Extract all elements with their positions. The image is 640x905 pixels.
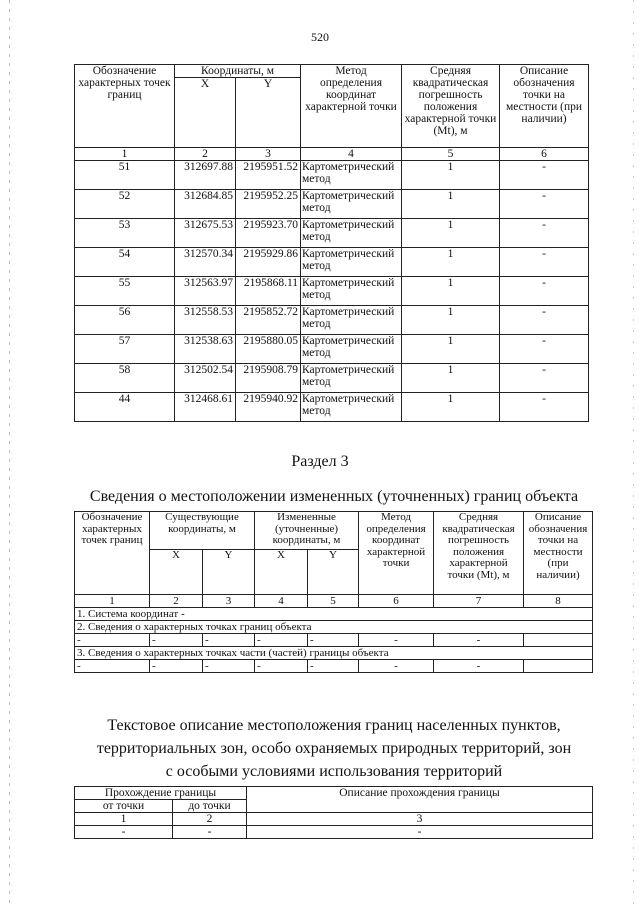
column-number: 6	[500, 148, 589, 161]
table-row	[75, 219, 589, 248]
page-number: 520	[311, 30, 329, 44]
error: 1	[402, 248, 500, 277]
description: -	[500, 364, 589, 393]
point-id: 58	[75, 364, 175, 393]
error: 1	[402, 364, 500, 393]
error: 1	[402, 277, 500, 306]
boundary-points-row: 2. Сведения о характерных точках границ объекта	[75, 621, 593, 634]
table-row	[75, 248, 589, 277]
part-boundary-points-row: 3. Сведения о характерных точках части (частей) границы объекта	[75, 647, 593, 660]
column-number: 6	[359, 595, 434, 608]
column-number: 1	[75, 148, 175, 161]
point-id: 57	[75, 335, 175, 364]
coord-x: 312684.85	[175, 190, 236, 219]
method: Картометрический метод	[301, 161, 402, 190]
dash-cell: -	[150, 660, 203, 673]
coord-x: 312468.61	[175, 393, 236, 422]
dash-cell: -	[308, 660, 359, 673]
column-number: 5	[308, 595, 359, 608]
description-title-line: Текстовое описание местоположения границ населенных пунктов,	[107, 717, 561, 734]
column-number: 5	[402, 148, 500, 161]
coord-y: 2195951.52	[236, 161, 301, 190]
coord-x: 312697.88	[175, 161, 236, 190]
coord-y: 2195940.92	[236, 393, 301, 422]
section-subtitle: Сведения о местоположении измененных (уточненных) границ объекта	[89, 488, 579, 505]
coordinate-system-row: 1. Система координат -	[75, 608, 593, 621]
point-id: 44	[75, 393, 175, 422]
header-to: до точки	[173, 800, 247, 813]
dash-cell: -	[75, 826, 173, 839]
empty-cell	[524, 660, 593, 673]
coord-y: 2195908.79	[236, 364, 301, 393]
column-number: 2	[175, 148, 236, 161]
header-description: Описание прохождения границы	[247, 787, 593, 813]
dash-cell: -	[255, 660, 308, 673]
boundary-description-table	[74, 786, 593, 839]
column-number: 3	[236, 148, 301, 161]
method: Картометрический метод	[301, 393, 402, 422]
dash-cell: -	[247, 826, 593, 839]
column-number: 2	[173, 813, 247, 826]
header-x-existing: X	[150, 550, 203, 595]
coord-x: 312570.34	[175, 248, 236, 277]
method: Картометрический метод	[301, 335, 402, 364]
dash-cell: -	[75, 660, 150, 673]
dash-cell: -	[359, 634, 434, 647]
table-row	[75, 335, 589, 364]
changed-boundaries-table	[74, 511, 593, 673]
coord-x: 312502.54	[175, 364, 236, 393]
description-title	[0, 714, 640, 783]
coord-y: 2195923.70	[236, 219, 301, 248]
method: Картометрический метод	[301, 364, 402, 393]
coord-x: 312563.97	[175, 277, 236, 306]
header-coords: Координаты, м	[175, 65, 301, 78]
point-id: 51	[75, 161, 175, 190]
coord-x: 312675.53	[175, 219, 236, 248]
description: -	[500, 248, 589, 277]
table-row	[75, 190, 589, 219]
dash-cell: -	[203, 634, 255, 647]
header-description: Описание обозначения точки на местности (при наличии)	[524, 512, 593, 595]
header-passage: Прохождение границы	[75, 787, 247, 800]
coord-y: 2195868.11	[236, 277, 301, 306]
table-row	[75, 277, 589, 306]
error: 1	[402, 306, 500, 335]
point-id: 55	[75, 277, 175, 306]
header-changed: Измененные (уточненные) координаты, м	[255, 512, 359, 550]
error: 1	[402, 393, 500, 422]
empty-cell	[524, 634, 593, 647]
description: -	[500, 219, 589, 248]
description: -	[500, 161, 589, 190]
coord-x: 312558.53	[175, 306, 236, 335]
header-x-changed: X	[255, 550, 308, 595]
description: -	[500, 306, 589, 335]
dash-cell: -	[434, 660, 524, 673]
column-number: 1	[75, 595, 150, 608]
column-number: 7	[434, 595, 524, 608]
header-method: Метод определения координат характерной точки	[301, 65, 402, 148]
coord-y: 2195880.05	[236, 335, 301, 364]
method: Картометрический метод	[301, 190, 402, 219]
dash-cell: -	[308, 634, 359, 647]
point-id: 56	[75, 306, 175, 335]
header-from: от точки	[75, 800, 173, 813]
header-point: Обозначение характерных точек границ	[75, 512, 150, 595]
method: Картометрический метод	[301, 219, 402, 248]
dash-cell: -	[434, 634, 524, 647]
description: -	[500, 335, 589, 364]
error: 1	[402, 219, 500, 248]
column-number: 8	[524, 595, 593, 608]
header-method: Метод определения координат характерной точки	[359, 512, 434, 595]
coord-y: 2195952.25	[236, 190, 301, 219]
table-row	[75, 306, 589, 335]
description-title-line: с особыми условиями использования территорий	[165, 763, 503, 780]
column-number: 4	[301, 148, 402, 161]
method: Картометрический метод	[301, 306, 402, 335]
header-y-changed: Y	[308, 550, 359, 595]
header-y: Y	[236, 78, 301, 148]
header-description: Описание обозначения точки на местности (при наличии)	[500, 65, 589, 148]
column-number: 3	[203, 595, 255, 608]
table-row	[75, 660, 593, 673]
column-number: 2	[150, 595, 203, 608]
header-error: Средняя квадратическая погрешность положения характерной точки (Mt), м	[402, 65, 500, 148]
table-row	[75, 161, 589, 190]
header-error: Средняя квадратическая погрешность положения характерной точки (Mt), м	[434, 512, 524, 595]
description: -	[500, 393, 589, 422]
error: 1	[402, 190, 500, 219]
dash-cell: -	[75, 634, 150, 647]
column-number: 4	[255, 595, 308, 608]
point-id: 52	[75, 190, 175, 219]
table-row	[75, 393, 589, 422]
method: Картометрический метод	[301, 277, 402, 306]
coord-y: 2195852.72	[236, 306, 301, 335]
dash-cell: -	[255, 634, 308, 647]
header-y-existing: Y	[203, 550, 255, 595]
error: 1	[402, 335, 500, 364]
header-existing: Существующие координаты, м	[150, 512, 255, 550]
dash-cell: -	[203, 660, 255, 673]
point-id: 53	[75, 219, 175, 248]
method: Картометрический метод	[301, 248, 402, 277]
dash-cell: -	[359, 660, 434, 673]
table-row	[75, 634, 593, 647]
table-row	[75, 826, 593, 839]
error: 1	[402, 161, 500, 190]
table-row	[75, 364, 589, 393]
header-x: X	[175, 78, 236, 148]
coord-x: 312538.63	[175, 335, 236, 364]
description-title-line: территориальных зон, особо охраняемых природных территорий, зон	[96, 740, 572, 757]
description: -	[500, 277, 589, 306]
dash-cell: -	[150, 634, 203, 647]
dash-cell: -	[173, 826, 247, 839]
coordinates-table	[74, 64, 589, 422]
column-number: 3	[247, 813, 593, 826]
coord-y: 2195929.86	[236, 248, 301, 277]
column-number: 1	[75, 813, 173, 826]
point-id: 54	[75, 248, 175, 277]
header-point: Обозначение характерных точек границ	[75, 65, 175, 148]
section-title: Раздел 3	[291, 453, 349, 470]
description: -	[500, 190, 589, 219]
